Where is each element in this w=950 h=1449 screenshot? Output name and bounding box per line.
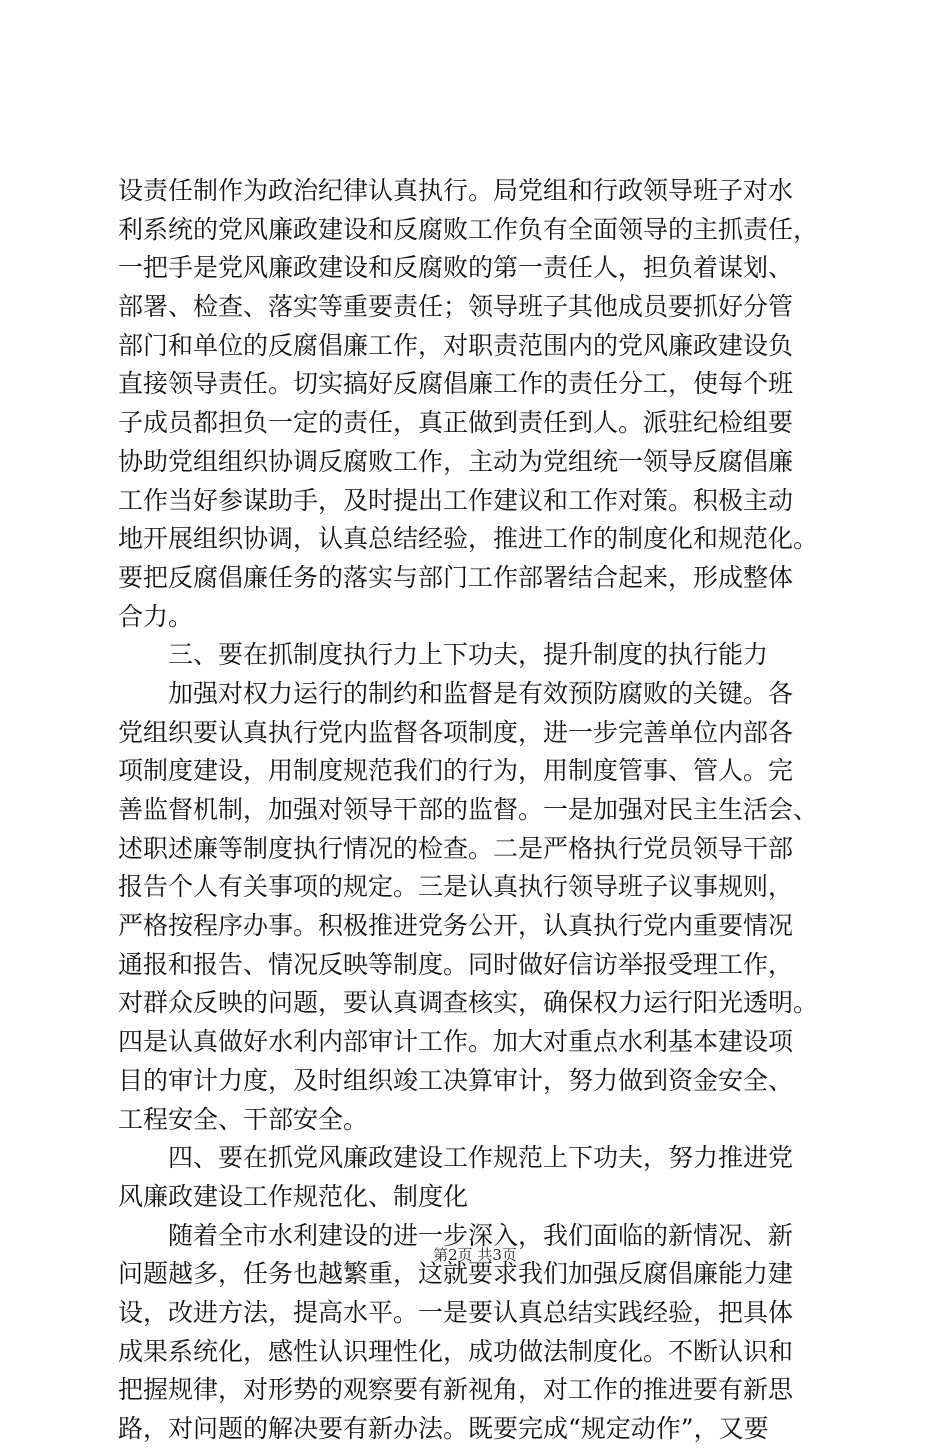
- text-line: 利系统的党风廉政建设和反腐败工作负有全面领导的主抓责任，: [118, 214, 819, 244]
- text-line: 述职述廉等制度执行情况的检查。二是严格执行党员领导干部: [118, 833, 794, 863]
- text-line: 加强对权力运行的制约和监督是有效预防腐败的关键。各: [118, 678, 794, 708]
- text-line: 把握规律，对形势的观察要有新视角，对工作的推进要有新思: [118, 1375, 794, 1405]
- text-line: 问题越多，任务也越繁重，这就要求我们加强反腐倡廉能力建: [118, 1259, 794, 1289]
- text-line: 党组织要认真执行党内监督各项制度，进一步完善单位内部各: [118, 717, 794, 747]
- text-line: 直接领导责任。切实搞好反腐倡廉工作的责任分工，使每个班: [118, 369, 794, 399]
- page-footer: [0, 1244, 950, 1265]
- text-line: 项制度建设，用制度规范我们的行为，用制度管事、管人。完: [118, 756, 794, 786]
- text-line: 工程安全、干部安全。: [118, 1104, 369, 1134]
- text-line: 善监督机制，加强对领导干部的监督。一是加强对民主生活会、: [118, 795, 819, 824]
- text-line: 设责任制作为政治纪律认真执行。局党组和行政领导班子对水: [118, 176, 794, 205]
- text-line: 路，对问题的解决要有新办法。既要完成“规定动作”，又要: [118, 1414, 769, 1443]
- text-line: 合力。: [118, 601, 194, 631]
- section-heading-4: 四、要在抓党风廉政建设工作规范上下功夫，努力推进党: [118, 1143, 794, 1173]
- text-line: 严格按程序办事。积极推进党务公开，认真执行党内重要情况: [118, 911, 794, 941]
- text-line: 协助党组组织协调反腐败工作，主动为党组统一领导反腐倡廉: [118, 446, 794, 476]
- text-line: 部门和单位的反腐倡廉工作，对职责范围内的党风廉政建设负: [118, 330, 794, 360]
- text-line: 地开展组织协调，认真总结经验，推进工作的制度化和规范化。: [118, 524, 819, 554]
- text-line: 随着全市水利建设的进一步深入，我们面临的新情况、新: [118, 1220, 794, 1250]
- text-line: 工作当好参谋助手，及时提出工作建议和工作对策。积极主动: [118, 485, 794, 515]
- text-line: 通报和报告、情况反映等制度。同时做好信访举报受理工作，: [118, 949, 794, 979]
- text-line: 一把手是党风廉政建设和反腐败的第一责任人，担负着谋划、: [118, 253, 794, 283]
- text-line: 对群众反映的问题，要认真调查核实，确保权力运行阳光透明。: [118, 988, 819, 1018]
- text-line: 目的审计力度，及时组织竣工决算审计，努力做到资金安全、: [118, 1065, 794, 1095]
- text-line: 成果系统化，感性认识理性化，成功做法制度化。不断认识和: [118, 1336, 794, 1366]
- text-line: 四是认真做好水利内部审计工作。加大对重点水利基本建设项: [118, 1027, 794, 1057]
- section-heading-4-cont: 风廉政建设工作规范化、制度化: [118, 1181, 469, 1211]
- section-heading-3: 三、要在抓制度执行力上下功夫，提升制度的执行能力: [118, 640, 769, 670]
- text-line: 要把反腐倡廉任务的落实与部门工作部署结合起来，形成整体: [118, 562, 794, 592]
- text-line: 子成员都担负一定的责任，真正做到责任到人。派驻纪检组要: [118, 408, 794, 438]
- text-line: 设，改进方法，提高水平。一是要认真总结实践经验，把具体: [118, 1297, 794, 1327]
- page-number: 第2页 共3页: [433, 1246, 517, 1264]
- text-line: 报告个人有关事项的规定。三是认真执行领导班子议事规则，: [118, 872, 794, 902]
- text-line: 部署、检查、落实等重要责任；领导班子其他成员要抓好分管: [118, 292, 794, 322]
